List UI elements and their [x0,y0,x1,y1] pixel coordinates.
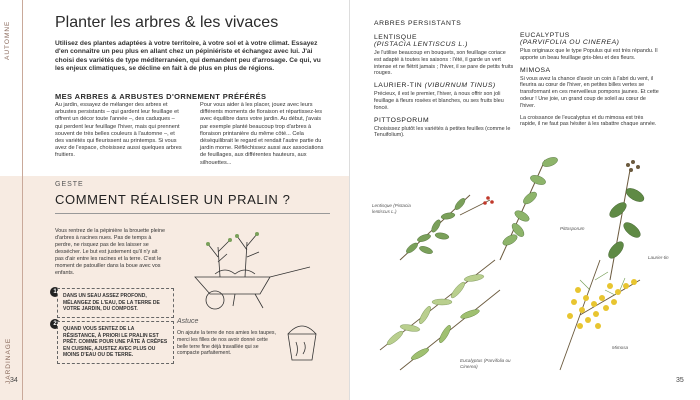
species-name: LENTISQUE [374,34,418,41]
jardinage-tab-label: JARDINAGE [5,337,12,384]
species-desc: Plus originaux que le type Populus qui est très répandu. Il apporte un beau feuillage gris-bleu et des fleurs. [520,48,658,61]
geste-label: GESTE [55,181,84,188]
section-title: MES ARBRES & ARBUSTES D'ORNEMENT PRÉFÉRÉS [55,92,267,101]
geste-title: COMMENT RÉALISER UN PRALIN ? [55,192,291,207]
species-latin: (PARVIFOLIA OU CINEREA) [520,39,620,46]
caption-lentisque: Lentisque (Pistacia lentiscus L.) [372,203,411,214]
bucket-illustration [282,320,322,365]
laurier-tin-illustration [606,160,646,280]
geste-text: Vous rentrez de la pépinière la brouette pleine d'arbres à racines nues. Pas de temps à perdre, ne risquez pas de les laisser se dessécher. Le but est justement qu'il n'y ait pas d'air entre les racines et la terre. C'est le moment de patouiller dans la boue avec vos enfants. [55,228,165,276]
species-latin: (VIBURNUM TINUS) [424,82,496,90]
caption-laurier-tin: Laurier-tin [648,255,669,260]
species-latin: (PISTACIA LENTISCUS L.) [374,41,468,48]
page-number-right: 35 [676,377,684,384]
caption-mimosa: Mimosa [612,345,629,350]
species-name: MIMOSA [520,66,551,74]
geste-side-tab [0,176,23,400]
caption-pittosporum: Pittosporum [560,226,585,231]
species-column-left [374,32,514,144]
eucalyptus-illustration [380,260,500,370]
species-pittosporum [374,117,514,140]
mimosa-illustration [560,260,640,370]
species-laurier-tin [374,82,514,111]
species-section-title: ARBRES PERSISTANTS [374,20,462,27]
wheelbarrow-illustration [175,222,325,312]
page-number-left: 34 [10,377,18,384]
species-mimosa [520,67,660,110]
species-desc: La croissance de l'eucalyptus et du mimosa est très rapide, il ne faut pas hésiter à les rabattre chaque année. [520,114,657,128]
species-desc: Si vous avez la chance d'avoir un coin à l'abri du vent, il fleurira au cœur de l'hiver, en petites billes vertes se transformant en ces merveilleux pompons jaunes. Et cette odeur ! Une joie, un grand coup de soleil au cœur de l'hiver. [520,75,659,109]
species-column-right [520,30,660,133]
page-title: Planter les arbres & les vivaces [55,14,279,31]
species-eucalyptus [520,32,660,62]
species-name: LAURIER-TIN [374,82,423,90]
species-name: EUCALYPTUS [520,32,570,39]
season-tab-label: AUTOMNE [4,20,11,60]
pittosporum-illustration [500,156,559,260]
caption-eucalyptus: Eucalyptus (Parvifolia ou Cinerea) [460,358,511,369]
step-1-number: 1 [50,287,60,297]
species-desc: Choisissez plutôt les variétés à petites feuilles (comme le Tenuifolium). [374,125,511,139]
step-1-box: DANS UN SEAU ASSEZ PROFOND, MÉLANGEZ DE L'EAU, DE LA TERRE DE VOTRE JARDIN, DU COMPOST. [57,288,174,318]
step-2-box: QUAND VOUS SENTEZ DE LA RÉSISTANCE, À PRIORI LE PRALIN EST PRÊT. COMME POUR UNE PÂTE À CRÊPES EN CUISINE, AJUSTEZ AVEC PLUS OU MOINS D'EAU OU DE TERRE. [57,321,174,364]
species-lentisque [374,34,514,77]
species-name: PITTOSPORUM [374,116,430,124]
column-1: Au jardin, essayez de mélanger des arbres et arbustes persistants – qui gardent leur feuillage et offrent un décor toute l'année –, des caduques – qui perdent leur feuillage l'hiver, mais qui prennent souvent de très belles couleurs à l'automne –, et des variétés qui fleurissent au printemps. Si vous avez de l'espace, choisissez aussi quelques arbres fruitiers. [55,102,182,159]
step-2-number: 2 [50,319,60,329]
right-page [350,0,700,400]
growth-note [520,115,660,129]
species-desc: Je l'utilise beaucoup en bouquets, son feuillage coriace est adapté à toutes les saisons : l'été, il garde un vert intense et ne flétrit jamais ; l'hiver, il se pare de petits fruits rouges. [374,50,514,77]
geste-divider [55,213,330,214]
tip-text: On ajoute la terre de nos amies les taupes, merci les filles de nos avoir donné cette belle terre fine déjà travaillée qui se compacte parfaitement. [177,330,276,357]
species-desc: Précieux, il est le premier, l'hiver, à nous offrir son joli feuillage à fleurs rosées et blanches, ou ses fruits bleu foncé. [374,91,504,111]
tip-label: Astuce [177,318,199,325]
intro-paragraph: Utilisez des plantes adaptées à votre territoire, à votre sol et à votre climat. Essayez d'en connaître un peu plus en allant chez un pépiniériste et échangez avec lui. J'ai choisi des variétés de type méditerranéen, qui demandent peu d'arrosage. Ce qui, vu les enjeux climatiques, se décline en fait à de plus en plus de régions. [55,40,321,73]
column-2: Pour vous aider à les placer, jouez avec leurs différents moments de floraison et répartissez-les avec équilibre dans votre jardin. Au début, j'avais par exemple planté beaucoup trop d'arbres à floraison printanière du même côté... Cela déséquilibrait le regard et rendait l'autre partie du jardin morne. Réfléchissez aussi aux associations de feuillages, aux différentes hauteurs, aux silhouettes... [200,102,324,166]
season-tab [0,0,23,176]
